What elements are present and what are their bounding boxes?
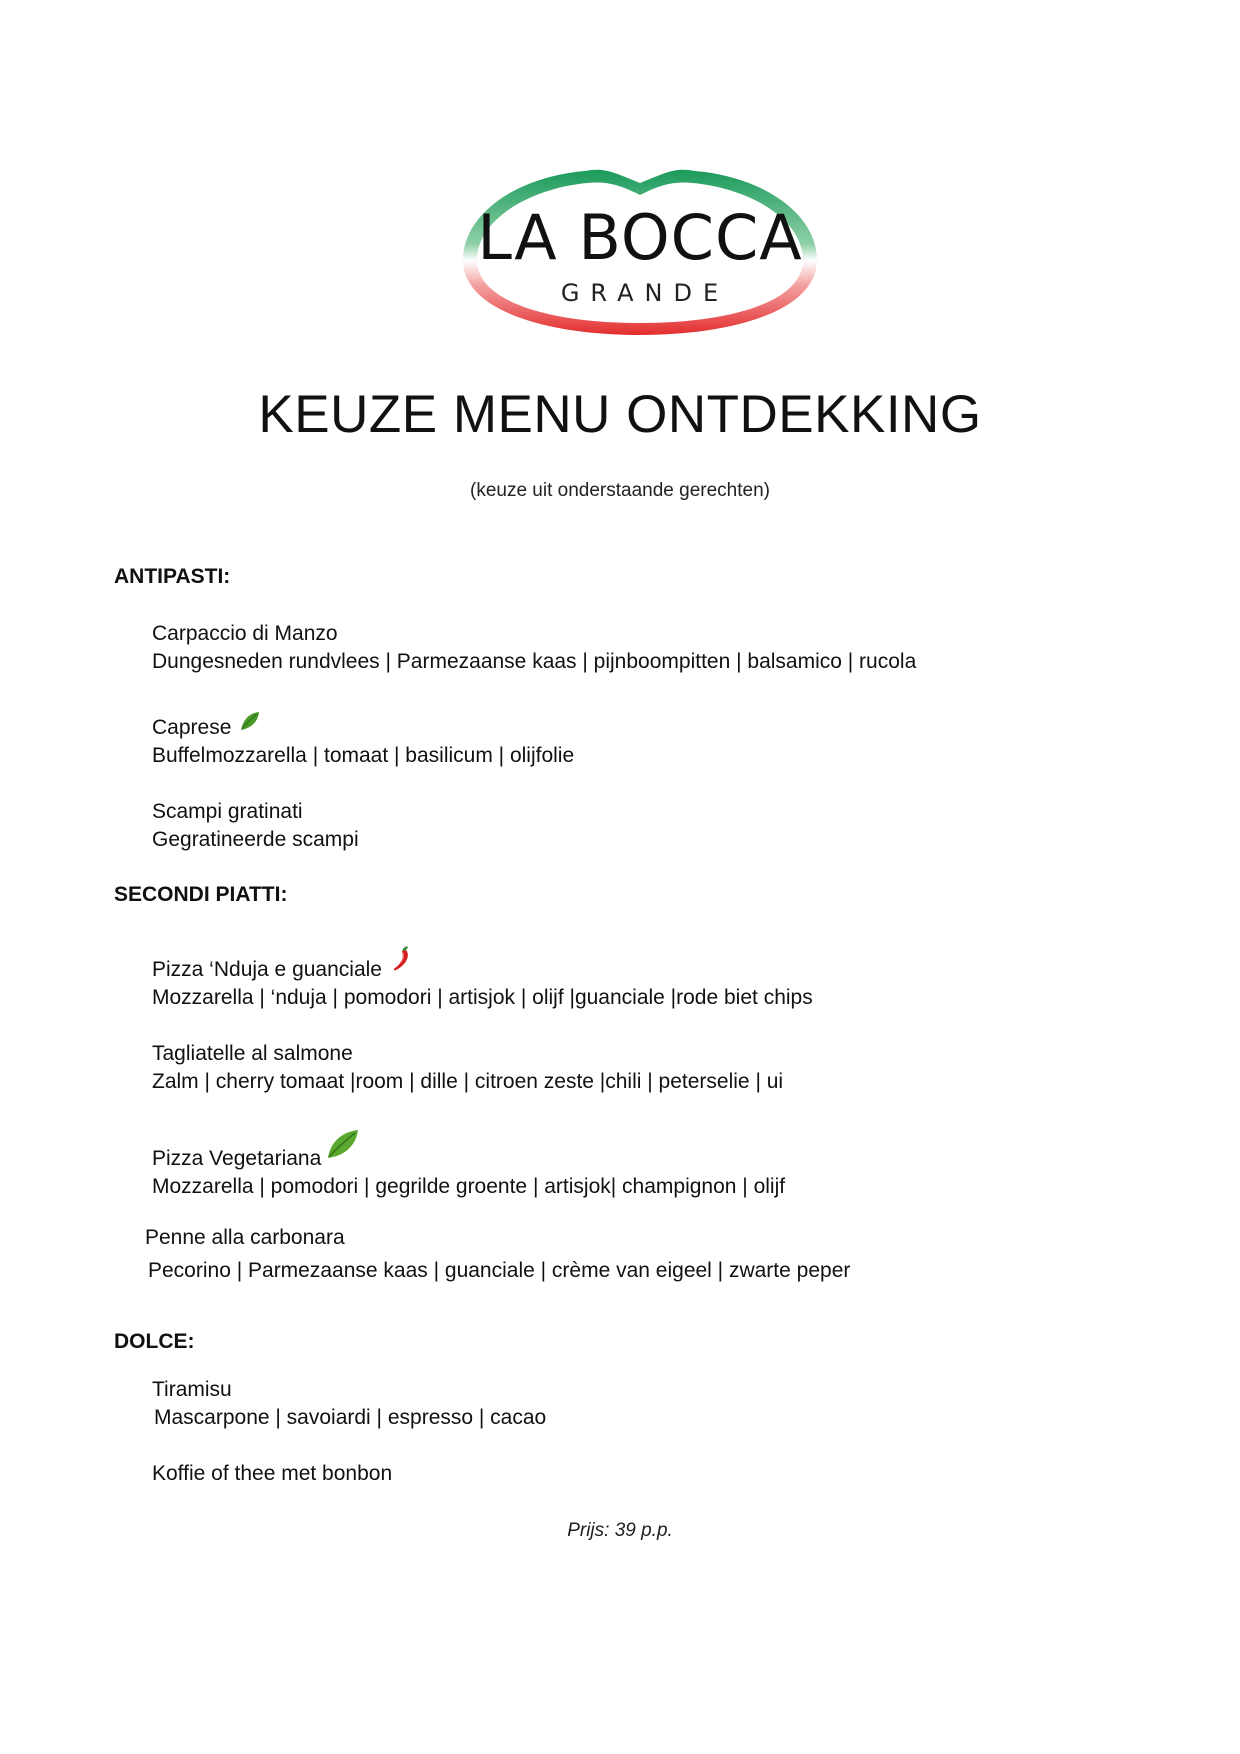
leaf-icon bbox=[326, 1128, 360, 1165]
leaf-icon bbox=[239, 710, 261, 737]
dish-tagliatelle-al-salmone bbox=[152, 1040, 783, 1096]
dish-name: Caprese bbox=[152, 716, 232, 739]
logo-subwordmark: GRANDE bbox=[560, 279, 730, 307]
dish-description: Buffelmozzarella | tomaat | basilicum | olijfolie bbox=[152, 744, 575, 767]
logo-wordmark: LA BOCCA bbox=[477, 201, 803, 274]
section-heading-dolce: DOLCE: bbox=[114, 1330, 195, 1353]
chili-pepper-icon bbox=[390, 944, 414, 977]
dish-description: Pecorino | Parmezaanse kaas | guanciale | crème van eigeel | zwarte peper bbox=[148, 1259, 851, 1282]
dish-name: Scampi gratinati bbox=[152, 800, 303, 823]
dish-description: Mozzarella | pomodori | gegrilde groente | artisjok| champignon | olijf bbox=[152, 1175, 786, 1198]
section-heading-antipasti: ANTIPASTI: bbox=[114, 565, 231, 588]
page-title: KEUZE MENU ONTDEKKING bbox=[258, 385, 982, 444]
dish-name: Penne alla carbonara bbox=[145, 1226, 345, 1249]
section-heading-secondi-piatti: SECONDI PIATTI: bbox=[114, 883, 288, 906]
page-subtitle: (keuze uit onderstaande gerechten) bbox=[470, 480, 770, 501]
dish-koffie-of-thee bbox=[152, 1460, 392, 1488]
menu-price: Prijs: 39 p.p. bbox=[567, 1520, 673, 1541]
la-bocca-grande-logo bbox=[455, 165, 825, 345]
dish-name: Pizza Vegetariana bbox=[152, 1147, 322, 1170]
dish-name: Carpaccio di Manzo bbox=[152, 622, 338, 645]
dish-pizza-vegetariana bbox=[152, 1145, 785, 1201]
dish-name: Tiramisu bbox=[152, 1378, 232, 1401]
dish-tiramisu bbox=[152, 1376, 546, 1432]
dish-description: Gegratineerde scampi bbox=[152, 828, 359, 851]
dish-scampi-gratinati bbox=[152, 798, 359, 854]
dish-name: Pizza ‘Nduja e guanciale bbox=[152, 958, 382, 981]
dish-name: Koffie of thee met bonbon bbox=[152, 1462, 393, 1485]
dish-penne-alla-carbonara bbox=[145, 1221, 850, 1287]
dish-carpaccio-di-manzo bbox=[152, 620, 916, 676]
dish-description: Dungesneden rundvlees | Parmezaanse kaas | pijnboompitten | balsamico | rucola bbox=[152, 650, 917, 673]
dish-description: Mascarpone | savoiardi | espresso | cacao bbox=[154, 1406, 547, 1429]
dish-description: Mozzarella | ‘nduja | pomodori | artisjok | olijf |guanciale |rode biet chips bbox=[152, 986, 813, 1009]
dish-description: Zalm | cherry tomaat |room | dille | citroen zeste |chili | peterselie | ui bbox=[152, 1070, 784, 1093]
dish-name: Tagliatelle al salmone bbox=[152, 1042, 353, 1065]
dish-caprese bbox=[152, 714, 574, 770]
dish-pizza-nduja-e-guanciale bbox=[152, 956, 813, 1012]
